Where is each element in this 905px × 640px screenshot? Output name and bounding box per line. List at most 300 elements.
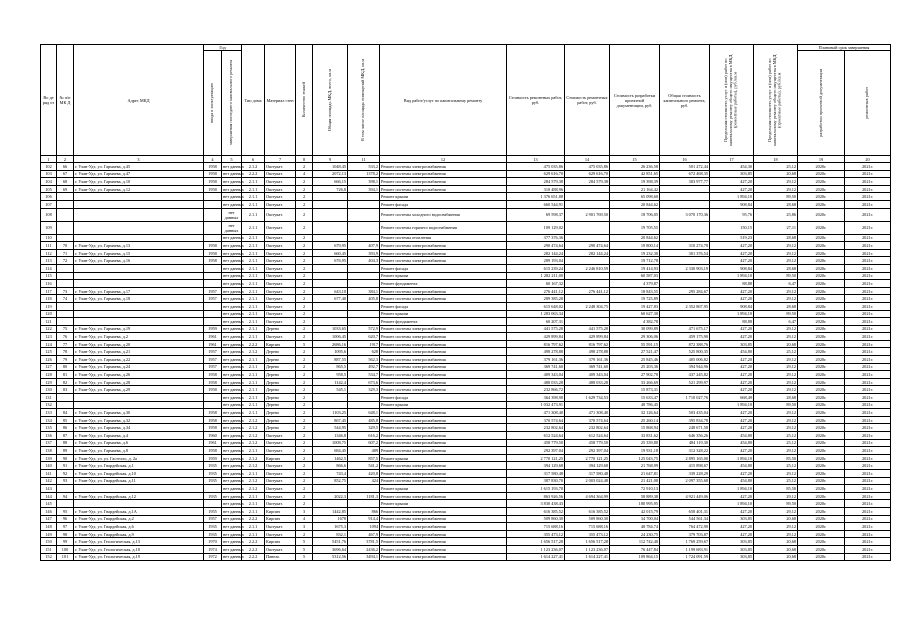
floors-cell: 2: [296, 348, 313, 356]
work-type-cell: Ремонт системы электроснабжения: [380, 553, 507, 561]
premises-area-cell: 541,2: [348, 462, 380, 470]
row-number: 114: [41, 264, 57, 272]
row-number: 133: [41, 409, 57, 417]
table-row: [41, 340, 891, 348]
cost-repair-cell: 292 397,04: [507, 447, 565, 455]
cost-design-cell: 60 627,30: [610, 310, 660, 318]
term-repair-cell: 2021г.: [845, 325, 891, 333]
year-built-cell: [204, 208, 222, 221]
wall-material-cell: Оштукат.: [265, 193, 296, 201]
wall-material-cell: Оштукат.: [265, 492, 296, 500]
floors-cell: 5: [296, 553, 313, 561]
mkd-number: 73: [57, 287, 74, 295]
table-row: [41, 454, 891, 462]
year-built-cell: 1958: [204, 170, 222, 178]
max-cost-repair-cell: 427,20: [710, 242, 754, 250]
year-built-cell: 1957: [204, 348, 222, 356]
repair-plan-table: [40, 44, 891, 561]
table-row: [41, 432, 891, 440]
cost-total-cell: 4 921 449,06: [660, 492, 710, 500]
cost-design-cell: 19 705,55: [610, 221, 660, 234]
floors-cell: 2: [296, 477, 313, 485]
cost-repair-cell: 1 283 063,34: [507, 310, 565, 318]
year-built-cell: 1958: [204, 242, 222, 250]
floors-cell: 2: [296, 272, 313, 280]
term-repair-cell: 2021г.: [845, 469, 891, 477]
address-cell: [74, 234, 204, 242]
year-repair-cell: нет данных: [223, 201, 244, 207]
year-built-cell: 1957: [204, 363, 222, 371]
max-cost-design-cell: 29,12: [754, 523, 798, 531]
wall-material-cell: Оштукат.: [265, 208, 296, 221]
table-row: [41, 242, 891, 250]
wall-material-cell: Оштукат.: [265, 257, 296, 265]
floors-cell: 2: [296, 200, 313, 208]
max-cost-design-cell: 25,12: [754, 163, 798, 171]
table-row: [41, 325, 891, 333]
house-type-cell: 2.1.1: [242, 280, 265, 288]
address-cell: г. Улан-Удэ, ул. Гармаева, д.34: [74, 424, 204, 432]
floors-cell: 5: [296, 545, 313, 553]
max-cost-design-cell: 29,12: [754, 378, 798, 386]
max-cost-design-cell: 29,12: [754, 447, 798, 455]
address-cell: г. Улан-Удэ, ул. Гармаева, д.45: [74, 163, 204, 171]
mkd-number: [57, 500, 74, 508]
term-repair-cell: 2021г.: [845, 439, 891, 447]
max-cost-design-cell: 85,50: [754, 454, 798, 462]
column-number: 14: [565, 156, 610, 163]
cost-repair-cell: 715 688,16: [507, 523, 565, 531]
year-built-cell: 1958: [204, 378, 222, 386]
column-number: 7: [265, 156, 296, 163]
year-built-cell: 1935: [204, 462, 222, 470]
max-cost-design-cell: 25,12: [754, 462, 798, 470]
max-cost-design-cell: 29,12: [754, 333, 798, 341]
header-max-cost-design: Предельная стоимость услуг и (или) работ по капитальному ремонту общего имущества в МКД (проектные работы), руб./кв.м: [754, 45, 798, 156]
total-area-cell: 852,75: [313, 477, 348, 485]
cost-repair-works-cell: 498 278,88: [565, 348, 610, 356]
cost-total-cell: 521 299,97: [660, 378, 710, 386]
wall-material-cell: Оштукат.: [265, 264, 296, 272]
work-type-cell: Ремонт системы электроснабжения: [380, 257, 507, 265]
year-repair-cell: нет данных: [223, 493, 244, 499]
table-row: [41, 386, 891, 394]
floors-cell: 2: [296, 378, 313, 386]
year-repair-cell: нет данных: [223, 394, 244, 400]
address-cell: г. Улан-Удэ, ул. Гармаева, д.26: [74, 371, 204, 379]
cost-total-cell: 2 352 867,95: [660, 302, 710, 310]
total-area-cell: [313, 193, 348, 201]
row-number: 125: [41, 348, 57, 356]
cost-total-cell: [660, 221, 710, 234]
cost-repair-works-cell: 488 033,28: [565, 378, 610, 386]
address-cell: г. Улан-Удэ, ул. Гвардейская, д.12: [74, 492, 204, 500]
cost-repair-works-cell: 471 308,40: [565, 409, 610, 417]
cost-repair-works-cell: 317 580,48: [565, 469, 610, 477]
floors-cell: 2: [296, 310, 313, 318]
max-cost-design-cell: 20,68: [754, 553, 798, 561]
table-row: [41, 401, 891, 409]
premises-area-cell: 673,6: [348, 378, 380, 386]
max-cost-repair-cell: 427,20: [710, 507, 754, 515]
cost-repair-cell: 3 830 438,43: [507, 500, 565, 508]
cost-design-cell: 19 725,89: [610, 295, 660, 303]
work-type-cell: Ремонт системы электроснабжения: [380, 170, 507, 178]
cost-total-cell: 2 330 903,19: [660, 264, 710, 272]
cost-repair-cell: 863 926,56: [507, 492, 565, 500]
house-type-cell: 2.1.2: [242, 485, 265, 493]
premises-area-cell: [348, 272, 380, 280]
term-design-cell: 2020г.: [798, 208, 845, 221]
premises-area-cell: 407,9: [348, 242, 380, 250]
floors-cell: 5: [296, 340, 313, 348]
table-row: [41, 257, 891, 265]
address-cell: [74, 500, 204, 508]
house-type-cell: 2.1.1: [242, 208, 265, 221]
address-cell: [74, 221, 204, 234]
wall-material-cell: Дерево: [265, 386, 296, 394]
year-repair-cell: нет данных: [223, 163, 244, 169]
premises-area-cell: 533,2: [348, 163, 380, 171]
term-design-cell: 2020г.: [798, 424, 845, 432]
max-cost-design-cell: 29,12: [754, 492, 798, 500]
mkd-number: [57, 318, 74, 326]
cost-design-cell: 25 260,14: [610, 416, 660, 424]
mkd-number: 83: [57, 386, 74, 394]
table-row: [41, 185, 891, 193]
mkd-number: 87: [57, 432, 74, 440]
row-number: 132: [41, 401, 57, 409]
cost-total-cell: 764 472,90: [660, 523, 710, 531]
year-repair-cell: нет данных: [223, 387, 244, 393]
max-cost-repair-cell: 303,85: [710, 340, 754, 348]
mkd-number: 85: [57, 416, 74, 424]
house-type-cell: 2.1.2: [242, 416, 265, 424]
cost-total-cell: 303 977,77: [660, 178, 710, 186]
cost-total-cell: 501 272,44: [660, 163, 710, 171]
work-type-cell: Ремонт системы электроснабжения: [380, 492, 507, 500]
premises-area-cell: 467,9: [348, 530, 380, 538]
cost-design-cell: 4 382,78: [610, 318, 660, 326]
row-number: 116: [41, 280, 57, 288]
cost-design-cell: 29 306,06: [610, 333, 660, 341]
cost-repair-works-cell: 629 616,70: [565, 170, 610, 178]
wall-material-cell: Дерево: [265, 416, 296, 424]
cost-repair-works-cell: [565, 318, 610, 326]
term-repair-cell: 2021г.: [845, 538, 891, 546]
cost-total-cell: 672 468,35: [660, 170, 710, 178]
cost-total-cell: 503 435,04: [660, 409, 710, 417]
house-type-cell: 2.1.1: [242, 295, 265, 303]
year-repair-cell: нет данных: [223, 364, 244, 370]
cost-total-cell: [660, 234, 710, 242]
year-built-cell: 1957: [204, 356, 222, 364]
year-built-cell: 1935: [204, 523, 222, 531]
cost-total-cell: [660, 193, 710, 201]
floors-cell: 2: [296, 416, 313, 424]
column-number: 12: [380, 156, 507, 163]
house-type-cell: 2.1.1: [242, 492, 265, 500]
year-repair-cell: нет данных: [223, 194, 244, 200]
max-cost-design-cell: 20,68: [754, 545, 798, 553]
cost-repair-cell: 60 207,31: [507, 318, 565, 326]
max-cost-design-cell: 28,68: [754, 264, 798, 272]
cost-total-cell: 1 769 259,67: [660, 538, 710, 546]
term-design-cell: 2020г.: [798, 178, 845, 186]
work-type-cell: Ремонт системы электроснабжения: [380, 242, 507, 250]
term-design-cell: 2020г.: [798, 257, 845, 265]
term-design-cell: 2020г.: [798, 394, 845, 402]
floors-cell: 2: [296, 280, 313, 288]
year-built-cell: 1958: [204, 386, 222, 394]
work-type-cell: Ремонт фасада: [380, 302, 507, 310]
cost-design-cell: 55 591,15: [610, 340, 660, 348]
work-type-cell: Ремонт системы электроснабжения: [380, 249, 507, 257]
cost-design-cell: 42 851,65: [610, 170, 660, 178]
total-area-cell: 1675,3: [313, 523, 348, 531]
term-design-cell: 2020г.: [798, 264, 845, 272]
table-row: [41, 264, 891, 272]
year-repair-cell: нет данных: [223, 417, 244, 423]
cost-repair-works-cell: [565, 386, 610, 394]
house-type-cell: 2.1.1: [242, 200, 265, 208]
work-type-cell: Ремонт фасада: [380, 264, 507, 272]
max-cost-design-cell: 28,68: [754, 394, 798, 402]
total-area-cell: 867,45: [313, 416, 348, 424]
cost-repair-cell: 1 123 236,07: [507, 545, 565, 553]
table-row: [41, 249, 891, 257]
max-cost-repair-cell: 427,20: [710, 185, 754, 193]
cost-repair-cell: 69 598,37: [507, 208, 565, 221]
year-repair-cell: нет данных: [223, 478, 244, 484]
mkd-number: 75: [57, 325, 74, 333]
cost-design-cell: 33 831,62: [610, 432, 660, 440]
cost-design-cell: 76 447,84: [610, 545, 660, 553]
house-type-cell: 2.2.2: [242, 170, 265, 178]
total-area-cell: 865,5: [313, 363, 348, 371]
table-row: [41, 356, 891, 364]
row-number: 108: [41, 208, 57, 221]
house-type-cell: 2.1.1: [242, 325, 265, 333]
year-repair-cell: нет данных: [223, 410, 244, 416]
max-cost-repair-cell: 427,20: [710, 178, 754, 186]
term-design-cell: 2020г.: [798, 386, 845, 394]
work-type-cell: Ремонт крыши: [380, 272, 507, 280]
cost-repair-cell: 276 441,12: [507, 287, 565, 295]
row-number: 146: [41, 507, 57, 515]
term-repair-cell: 2021г.: [845, 500, 891, 508]
house-type-cell: 2.1.1: [242, 302, 265, 310]
table-row: [41, 280, 891, 288]
max-cost-design-cell: 29,12: [754, 257, 798, 265]
wall-material-cell: Оштукат.: [265, 432, 296, 440]
cost-repair-works-cell: [565, 500, 610, 508]
floors-cell: 2: [296, 163, 313, 171]
header-address: Адрес МКД: [74, 45, 204, 156]
max-cost-repair-cell: 427,20: [710, 523, 754, 531]
max-cost-design-cell: 89,50: [754, 310, 798, 318]
total-area-cell: 1678: [313, 515, 348, 523]
max-cost-design-cell: 29,12: [754, 325, 798, 333]
total-area-cell: 1033,65: [313, 325, 348, 333]
wall-material-cell: Кирпич: [265, 515, 296, 523]
term-design-cell: 2020г.: [798, 530, 845, 538]
term-design-cell: 2020г.: [798, 302, 845, 310]
cost-repair-works-cell: 282 144,24: [565, 249, 610, 257]
premises-area-cell: 562,3: [348, 356, 380, 364]
table-row: [41, 447, 891, 455]
house-type-cell: 2.2.2: [242, 538, 265, 546]
mkd-number: 70: [57, 242, 74, 250]
term-design-cell: 2020г.: [798, 287, 845, 295]
total-area-cell: 958,5: [313, 371, 348, 379]
total-area-cell: 1442,85: [313, 507, 348, 515]
term-design-cell: 2020г.: [798, 242, 845, 250]
header-total-area: Общая площадь МКД, всего, кв.м: [313, 45, 348, 156]
row-number: 121: [41, 318, 57, 326]
mkd-number: 98: [57, 530, 74, 538]
address-cell: г. Улан-Удэ, ул. Гармаева, д.29: [74, 386, 204, 394]
total-area-cell: 544,95: [313, 424, 348, 432]
row-number: 149: [41, 530, 57, 538]
row-number: 141: [41, 469, 57, 477]
term-design-cell: 2020г.: [798, 234, 845, 242]
year-repair-cell: нет данных: [223, 516, 244, 522]
header-cost-repair-works: Стоимость ремонтных работ, руб.: [565, 45, 610, 156]
premises-area-cell: [348, 394, 380, 402]
max-cost-repair-cell: 1 894,10: [710, 193, 754, 201]
header-mkd-no: № п/п МК Д: [57, 45, 74, 156]
term-design-cell: 2020г.: [798, 295, 845, 303]
max-cost-repair-cell: 427,20: [710, 424, 754, 432]
work-type-cell: Ремонт системы электроснабжения: [380, 477, 507, 485]
wall-material-cell: Оштукат.: [265, 163, 296, 171]
max-cost-repair-cell: 427,20: [710, 363, 754, 371]
term-design-cell: 2020г.: [798, 401, 845, 409]
cost-repair-works-cell: 370 574,64: [565, 416, 610, 424]
work-type-cell: Ремонт фундамента: [380, 318, 507, 326]
address-cell: г. Улан-Удэ, ул. Гармаева, д.30: [74, 409, 204, 417]
cost-repair-works-cell: 409 343,04: [565, 371, 610, 379]
cost-repair-cell: 394 129,68: [507, 462, 565, 470]
premises-area-cell: 534,7: [348, 371, 380, 379]
header-term-design: разработки проектной документации: [798, 51, 845, 156]
max-cost-design-cell: 29,12: [754, 356, 798, 364]
year-built-cell: 1957: [204, 295, 222, 303]
mkd-number: 66: [57, 163, 74, 171]
cost-total-cell: 646 356,26: [660, 432, 710, 440]
mkd-number: 76: [57, 333, 74, 341]
work-type-cell: Ремонт системы электроснабжения: [380, 462, 507, 470]
floors-cell: 2: [296, 208, 313, 221]
max-cost-design-cell: 25,12: [754, 348, 798, 356]
cost-design-cell: 27 521,47: [610, 348, 660, 356]
house-type-cell: 2.1.1: [242, 185, 265, 193]
cost-repair-works-cell: 2 770 121,25: [565, 454, 610, 462]
year-built-cell: [204, 310, 222, 318]
cost-total-cell: 379 703,87: [660, 530, 710, 538]
year-repair-cell: нет данных: [223, 349, 244, 355]
year-repair-cell: нет данных: [223, 356, 244, 362]
column-number: 3: [74, 156, 204, 163]
total-area-cell: [313, 221, 348, 234]
house-type-cell: 2.1.2: [242, 454, 265, 462]
row-number: 148: [41, 523, 57, 531]
cost-repair-cell: 355 473,12: [507, 530, 565, 538]
house-type-cell: 2.1.2: [242, 477, 265, 485]
year-built-cell: 1959: [204, 454, 222, 462]
cost-design-cell: 180 995,95: [610, 500, 660, 508]
floors-cell: 2: [296, 530, 313, 538]
header-house-type: Тип дома: [242, 45, 265, 156]
table-row: [41, 208, 891, 221]
address-cell: г. Улан-Удэ, ул. Геологическая, д.13: [74, 538, 204, 546]
total-area-cell: 1008,75: [313, 439, 348, 447]
house-type-cell: 2.1.1: [242, 378, 265, 386]
address-cell: [74, 485, 204, 493]
term-repair-cell: 2021г.: [845, 272, 891, 280]
cost-total-cell: 2 895 165,00: [660, 454, 710, 462]
wall-material-cell: Оштукат.: [265, 462, 296, 470]
cost-repair-cell: 232 802,64: [507, 424, 565, 432]
total-area-cell: [313, 234, 348, 242]
cost-design-cell: 26 236,58: [610, 163, 660, 171]
mkd-number: [57, 208, 74, 221]
table-row: [41, 363, 891, 371]
floors-cell: 2: [296, 185, 313, 193]
mkd-number: 88: [57, 439, 74, 447]
mkd-number: 81: [57, 371, 74, 379]
term-design-cell: 2020г.: [798, 163, 845, 171]
mkd-number: [57, 264, 74, 272]
term-design-cell: 2020г.: [798, 454, 845, 462]
total-area-cell: [313, 264, 348, 272]
row-number: 113: [41, 257, 57, 265]
premises-area-cell: [348, 234, 380, 242]
column-number: 19: [798, 156, 845, 163]
term-repair-cell: 2021г.: [845, 178, 891, 186]
year-built-cell: 1970: [204, 538, 222, 546]
floors-cell: 2: [296, 302, 313, 310]
cost-repair-works-cell: 394 129,68: [565, 462, 610, 470]
mkd-number: 100: [57, 545, 74, 553]
cost-repair-works-cell: 355 473,12: [565, 530, 610, 538]
year-repair-cell: нет данных: [223, 455, 244, 461]
max-cost-design-cell: 29,12: [754, 424, 798, 432]
max-cost-repair-cell: 427,20: [710, 530, 754, 538]
house-type-cell: 2.1.1: [242, 447, 265, 455]
header-cost-repair: Стоимость ремонтных работ, руб.: [507, 45, 565, 156]
table-row: [41, 287, 891, 295]
mkd-number: [57, 193, 74, 201]
cost-repair-works-cell: 616 385,52: [565, 507, 610, 515]
premises-area-cell: [348, 193, 380, 201]
max-cost-design-cell: 89,50: [754, 401, 798, 409]
table-row: [41, 523, 891, 531]
mkd-number: [57, 401, 74, 409]
total-area-cell: 545,1: [313, 386, 348, 394]
house-type-cell: 2.1.2: [242, 432, 265, 440]
cost-design-cell: 19 232,30: [610, 249, 660, 257]
row-number: 106: [41, 193, 57, 201]
premises-area-cell: 1094: [348, 523, 380, 531]
table-row: [41, 348, 891, 356]
floors-cell: 4: [296, 170, 313, 178]
mkd-number: [57, 221, 74, 234]
max-cost-design-cell: 29,12: [754, 530, 798, 538]
total-area-cell: 743,4: [313, 469, 348, 477]
max-cost-design-cell: 6,47: [754, 318, 798, 326]
